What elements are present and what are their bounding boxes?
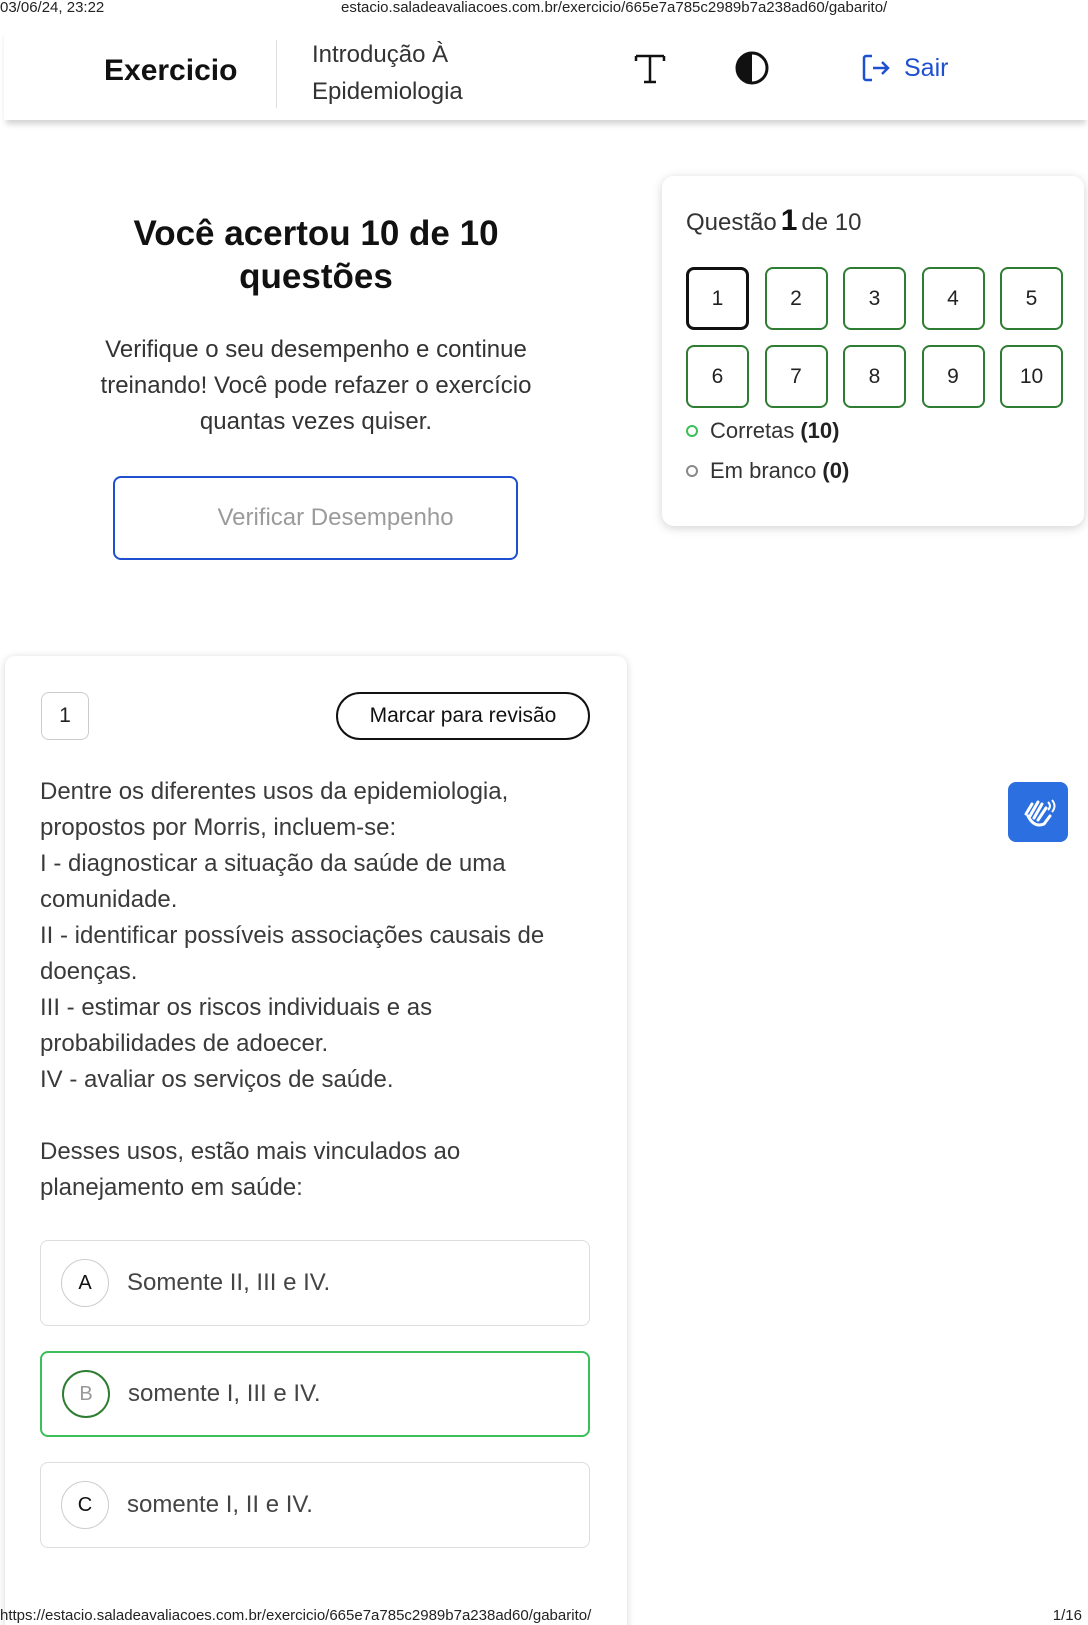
question-number: 1 (41, 692, 89, 740)
print-page-number: 1/16 (1052, 1607, 1082, 1624)
print-header (0, 0, 1088, 16)
exit-label: Sair (904, 53, 949, 82)
question-line: Dentre os diferentes usos da epidemiologia, (40, 778, 509, 805)
sign-language-icon (1018, 792, 1058, 832)
question-text (40, 774, 600, 1206)
subject-title (312, 36, 512, 110)
question-line: IV - avaliar os serviços de saúde. (40, 1066, 394, 1093)
top-bar (4, 28, 1088, 120)
legend-blank (686, 458, 849, 484)
blank-label: Em branco (710, 458, 817, 483)
subject-line-2: Epidemiologia (312, 78, 463, 105)
option-a[interactable] (40, 1240, 590, 1326)
question-button[interactable]: 6 (686, 345, 749, 408)
result-summary (80, 212, 552, 440)
question-line: comunidade. (40, 886, 178, 913)
result-message-line-2: treinando! Você pode refazer o exercício (100, 372, 532, 399)
correct-count: (10) (800, 418, 840, 443)
option-letter: C (61, 1481, 109, 1529)
navigator-label-suffix: de 10 (801, 209, 862, 236)
question-card (5, 656, 627, 1625)
mark-for-review-button[interactable]: Marcar para revisão (336, 692, 590, 740)
question-button[interactable]: 4 (922, 267, 985, 330)
question-prompt-line-1: Desses usos, estão mais vinculados ao (40, 1138, 461, 1165)
question-button[interactable]: 10 (1000, 345, 1063, 408)
navigator-header (686, 204, 861, 238)
navigator-current: 1 (780, 204, 798, 237)
result-message-line-3: quantas vezes quiser. (199, 408, 433, 435)
question-gap (40, 1098, 600, 1134)
question-button[interactable]: 1 (686, 267, 749, 330)
question-navigator (662, 176, 1084, 526)
result-message-line-1: Verifique o seu desempenho e continue (105, 336, 527, 363)
option-c[interactable] (40, 1462, 590, 1548)
subject-line-1: Introdução À (312, 41, 449, 68)
question-button[interactable]: 5 (1000, 267, 1063, 330)
option-b[interactable] (40, 1351, 590, 1437)
verify-performance-button[interactable]: Verificar Desempenho (113, 476, 518, 560)
print-footer-url: https://estacio.saladeavaliacoes.com.br/exercicio/665e7a785c2989b7a238ad60/gabarito/ (0, 1607, 592, 1624)
result-message (80, 332, 552, 440)
option-text: Somente II, III e IV. (127, 1269, 331, 1296)
header-divider (276, 40, 277, 108)
question-line: III - estimar os riscos individuais e as (40, 994, 433, 1021)
legend-correct (686, 418, 839, 444)
option-text: somente I, II e IV. (127, 1491, 313, 1518)
question-line: I - diagnosticar a situação da saúde de uma (40, 850, 506, 877)
result-title-line-2: questões (239, 257, 393, 296)
option-text: somente I, III e IV. (128, 1380, 321, 1407)
exit-button[interactable] (860, 52, 948, 84)
correct-label: Corretas (710, 418, 795, 443)
question-button[interactable]: 9 (922, 345, 985, 408)
print-datetime: 03/06/24, 23:22 (0, 0, 105, 16)
print-footer (0, 1603, 1088, 1625)
question-button[interactable]: 2 (765, 267, 828, 330)
option-letter: A (61, 1259, 109, 1307)
question-button[interactable]: 8 (843, 345, 906, 408)
question-line: probabilidades de adoecer. (40, 1030, 329, 1057)
logout-icon (860, 52, 892, 84)
question-line: II - identificar possíveis associações causais de (40, 922, 545, 949)
contrast-icon[interactable] (734, 50, 770, 86)
blank-count: (0) (822, 458, 850, 483)
navigator-label-prefix: Questão (686, 209, 777, 236)
question-prompt-line-2: planejamento em saúde: (40, 1174, 303, 1201)
page-title: Exercicio (104, 54, 238, 87)
result-title-line-1: Você acertou 10 de 10 (133, 214, 499, 253)
question-button[interactable]: 3 (843, 267, 906, 330)
question-grid (686, 267, 1063, 408)
question-button[interactable]: 7 (765, 345, 828, 408)
question-line: propostos por Morris, incluem-se: (40, 814, 397, 841)
question-line: doenças. (40, 958, 138, 985)
font-size-icon[interactable] (632, 50, 668, 86)
result-title (80, 212, 552, 298)
print-header-url: estacio.saladeavaliacoes.com.br/exercicio/665e7a785c2989b7a238ad60/gabarito/ (341, 0, 888, 16)
sign-language-button[interactable] (1008, 782, 1068, 842)
option-letter: B (62, 1370, 110, 1418)
correct-dot-icon (686, 425, 698, 437)
blank-dot-icon (686, 465, 698, 477)
